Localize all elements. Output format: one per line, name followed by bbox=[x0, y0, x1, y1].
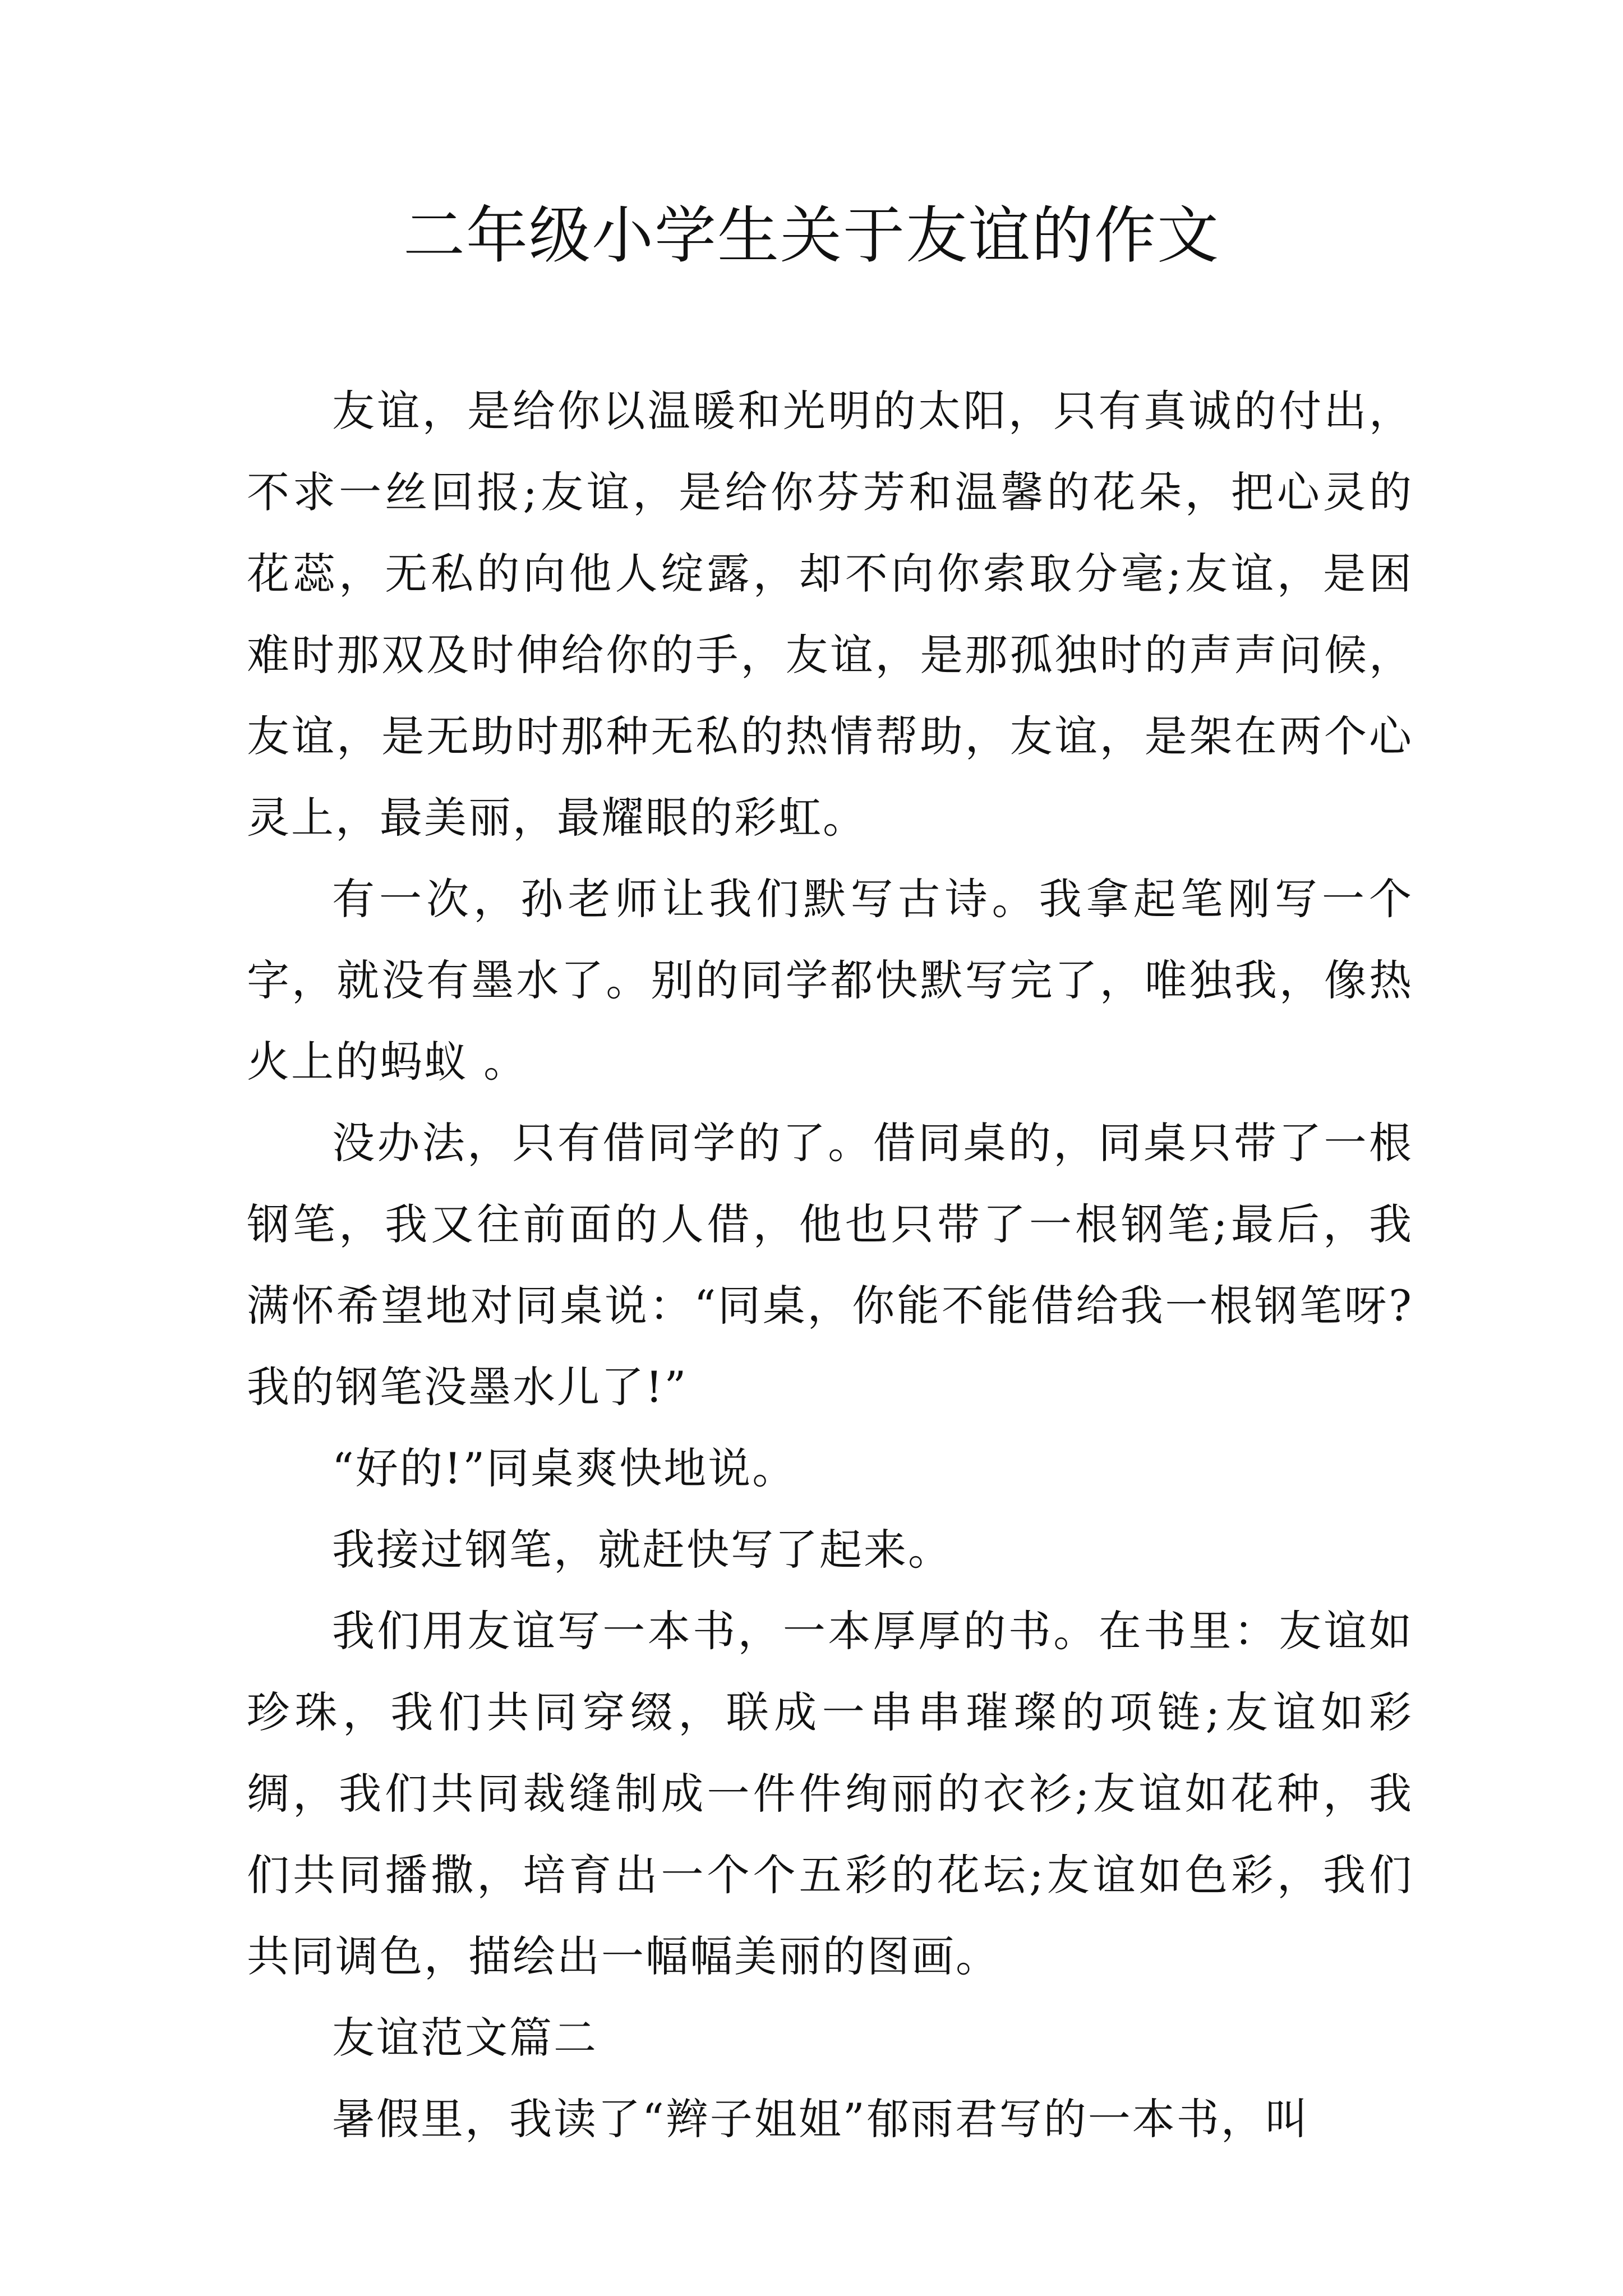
paragraph-7: 暑假里，我读了“辫子姐姐”郁雨君写的一本书，叫 bbox=[332, 2094, 1310, 2144]
paragraph-5: 我接过钢笔，就赶快写了起来。 bbox=[332, 1525, 952, 1575]
paragraph-6: 我们用友谊写一本书，一本厚厚的书。在书里：友谊如珍珠，我们共同穿缀，联成一串串璀璨的项链;友谊如彩绸，我们共同裁缝制成一件件绚丽的衣衫;友谊如花种，我们共同播撒，培育出一个个五彩的花坛;友谊如色彩，我们共同调色，描绘出一幅幅美丽的图画。 bbox=[247, 1606, 1413, 1981]
page-title: 二年级小学生关于友谊的作文 bbox=[403, 200, 1220, 272]
section-heading: 友谊范文篇二 bbox=[332, 2013, 598, 2063]
paragraph-4: “好的!”同桌爽快地说。 bbox=[332, 1443, 797, 1493]
paragraph-2: 有一次，孙老师让我们默写古诗。我拿起笔刚写一个字，就没有墨水了。别的同学都快默写完了，唯独我，像热火上的蚂蚁 。 bbox=[247, 874, 1413, 1087]
paragraph-3: 没办法，只有借同学的了。借同桌的，同桌只带了一根钢笔，我又往前面的人借，他也只带了一根钢笔;最后，我满怀希望地对同桌说：“同桌，你能不能借给我一根钢笔呀?我的钢笔没墨水儿了!” bbox=[247, 1118, 1413, 1412]
article-body bbox=[247, 370, 1413, 2160]
paragraph-1: 友谊，是给你以温暖和光明的太阳，只有真诚的付出，不求一丝回报;友谊，是给你芬芳和温馨的花朵，把心灵的花蕊，无私的向他人绽露，却不向你索取分毫;友谊，是困难时那双及时伸给你的手，友谊，是那孤独时的声声问候，友谊，是无助时那种无私的热情帮助，友谊，是架在两个心灵上，最美丽，最耀眼的彩虹。 bbox=[247, 386, 1413, 843]
